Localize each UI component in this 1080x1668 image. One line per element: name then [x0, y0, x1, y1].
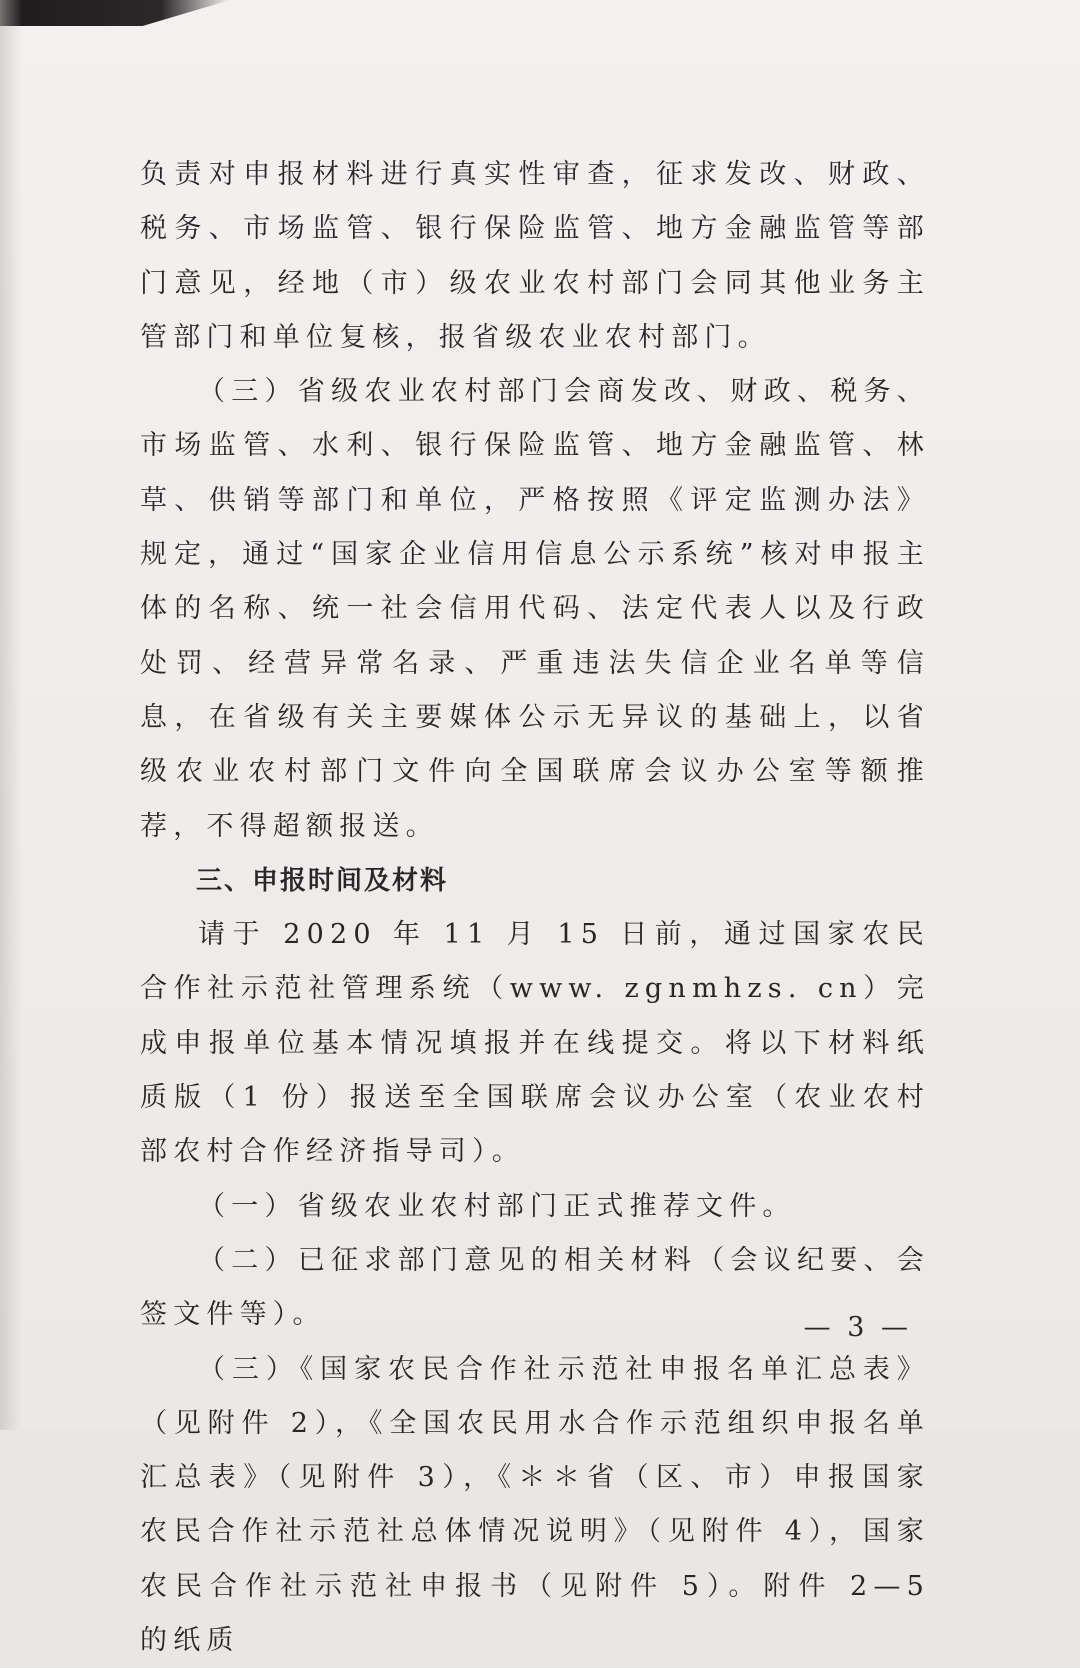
paragraph-item-3: （三）省级农业农村部门会商发改、财政、税务、市场监管、水利、银行保险监管、地方金融监管、林草、供销等部门和单位，严格按照《评定监测办法》规定，通过“国家企业信用信息公示系统”核对申报主体的名称、统一社会信用代码、法定代表人以及行政处罚、经营异常名录、严重违法失信企业名单等信息，在省级有关主要媒体公示无异议的基础上，以省级农业农村部门文件向全国联席会议办公室等额推荐，不得超额报送。	[140, 376, 930, 842]
page-edge-shadow	[0, 0, 22, 1430]
scan-corner-shadow	[0, 0, 230, 26]
section-heading: 三、申报时间及材料	[196, 865, 449, 896]
list-item-3: （三）《国家农民合作社示范社申报名单汇总表》（见附件 2），《全国农民用水合作示范组织申报名单汇总表》（见附件 3），《＊＊省（区、市）申报国家农民合作社示范社总体情况说明》（见附件 4），国家农民合作社示范社申报书（见附件 5）。附件 2—5 的纸质	[140, 1353, 930, 1657]
list-item-2: （二）已征求部门意见的相关材料（会议纪要、会签文件等）。	[140, 1244, 930, 1331]
paragraph-submission-time: 请于 2020 年 11 月 15 日前，通过国家农民合作社示范社管理系统（www. zgnmhzs. cn）完成申报单位基本情况填报并在线提交。将以下材料纸质版（1 份）报送至全国联席会议办公室（农业农村部农村合作经济指导司）。	[140, 919, 930, 1168]
paragraph-continuation: 负责对申报材料进行真实性审查，征求发改、财政、税务、市场监管、银行保险监管、地方金融监管等部门意见，经地（市）级农业农村部门会同其他业务主管部门和单位复核，报省级农业农村部门。	[140, 159, 930, 353]
page-number: — 3 —	[803, 1312, 912, 1343]
list-item-1: （一）省级农业农村部门正式推荐文件。	[198, 1190, 796, 1222]
document-body	[140, 148, 930, 1668]
